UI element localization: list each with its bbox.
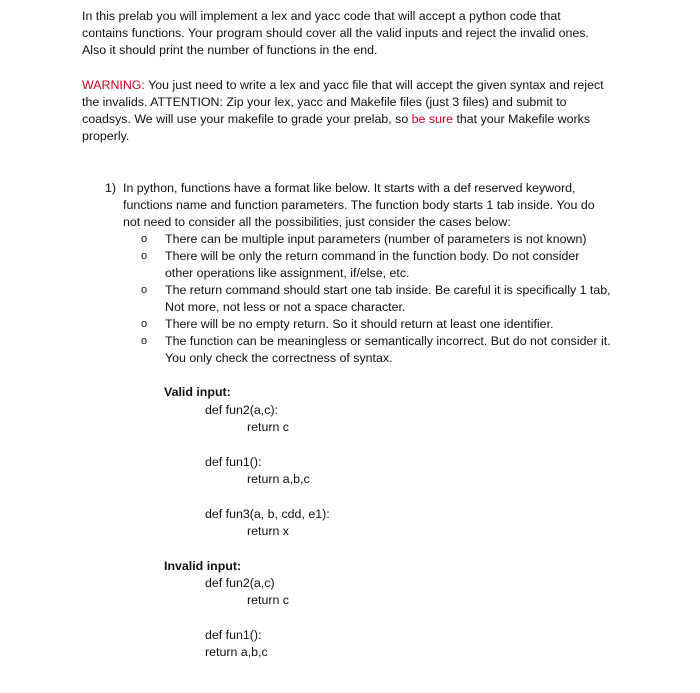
code-line: def fun1():	[205, 455, 262, 469]
code-line: def fun2(a,c)	[205, 576, 275, 590]
code-line: return c	[247, 420, 290, 434]
warning-paragraph	[82, 77, 642, 145]
circle-bullet-icon: o	[141, 318, 148, 330]
intro-paragraph	[82, 8, 642, 59]
code-line: return c	[247, 593, 290, 607]
list-item-text: There will be only the return command in the function body. Do not consider	[165, 249, 580, 263]
code-line: def fun1():	[205, 628, 262, 642]
list-item	[141, 248, 635, 282]
intro-line: In this prelab you will implement a lex and yacc code that will accept a python code that	[82, 9, 561, 23]
warning-text: that your Makefile works	[453, 112, 591, 126]
circle-bullet-icon: o	[141, 233, 148, 245]
be-sure-emphasis: be sure	[411, 112, 453, 126]
circle-bullet-icon: o	[141, 335, 148, 347]
question-line: functions name and function parameters. The function body starts 1 tab inside. You do	[123, 198, 595, 212]
warning-line-4: properly.	[82, 129, 130, 143]
list-item	[141, 333, 635, 367]
circle-bullet-icon: o	[141, 284, 148, 296]
list-item-text: There will be no empty return. So it should return at least one identifier.	[165, 317, 554, 331]
list-item-text: The function can be meaningless or semantically incorrect. But do not consider it.	[165, 334, 611, 348]
list-item	[141, 316, 635, 333]
warning-line-2: the invalids. ATTENTION: Zip your lex, yacc and Makefile files (just 3 files) and submit to	[82, 95, 567, 109]
invalid-input-label: Invalid input:	[164, 559, 242, 573]
code-line: return a,b,c	[247, 472, 310, 486]
question-line: In python, functions have a format like below. It starts with a def reserved keyword,	[123, 181, 576, 195]
list-item-text: Not more, not less or not a space character.	[165, 300, 406, 314]
list-item-text: You only check the correctness of syntax.	[165, 351, 393, 365]
question-1	[105, 180, 635, 367]
warning-text: coadsys. We will use your makefile to grade your prelab, so	[82, 112, 412, 126]
list-item-text: other operations like assignment, if/else, etc.	[165, 266, 410, 280]
intro-line: Also it should print the number of functions in the end.	[82, 43, 378, 57]
warning-line-1	[82, 77, 642, 94]
warning-line-3	[82, 111, 642, 128]
list-item	[141, 282, 635, 316]
question-line: not need to consider all the possibilities, just consider the cases below:	[123, 215, 511, 229]
list-item-text: The return command should start one tab inside. Be careful it is specifically 1 tab,	[165, 283, 611, 297]
code-line: def fun2(a,c):	[205, 403, 279, 417]
list-item-text: There can be multiple input parameters (number of parameters is not known)	[165, 232, 587, 246]
warning-label: WARNING:	[82, 78, 145, 92]
requirements-list	[141, 231, 635, 367]
valid-input-label: Valid input:	[164, 385, 231, 399]
code-line: return x	[247, 524, 290, 538]
code-line: return a,b,c	[205, 645, 268, 659]
warning-text: You just need to write a lex and yacc file that will accept the given syntax and reject	[144, 78, 604, 92]
question-text	[123, 180, 635, 231]
intro-line: contains functions. Your program should cover all the valid inputs and reject the invalid ones.	[82, 26, 589, 40]
question-number: 1)	[105, 181, 117, 195]
circle-bullet-icon: o	[141, 250, 148, 262]
code-line: def fun3(a, b, cdd, e1):	[205, 507, 330, 521]
list-item	[141, 231, 635, 248]
